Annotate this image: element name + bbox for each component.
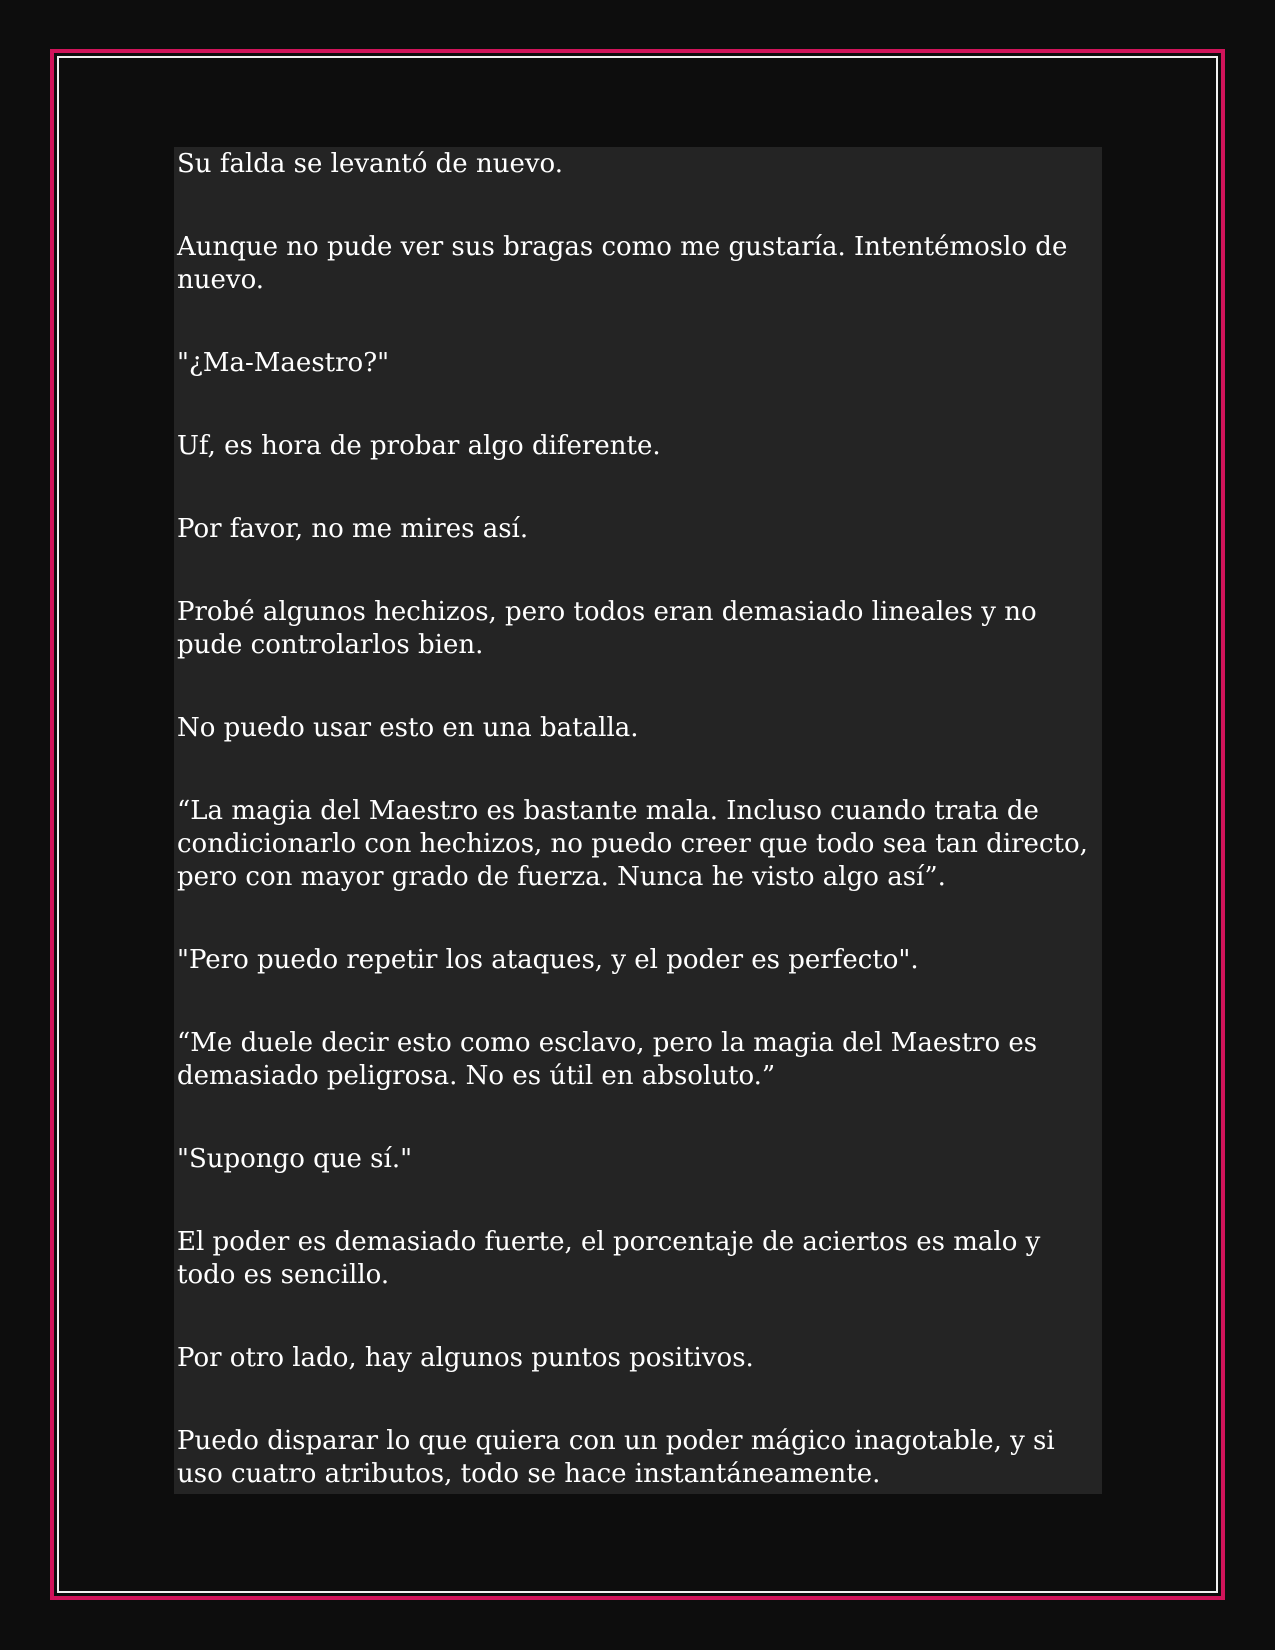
paragraph: “Me duele decir esto como esclavo, pero la magia del Maestro es demasiado peligrosa. No es útil en absoluto.” bbox=[177, 1028, 1038, 1091]
paragraph: Puedo disparar lo que quiera con un poder mágico inagotable, y si uso cuatro atributos, todo se hace instantáneamente. bbox=[177, 1426, 1055, 1489]
text-page bbox=[174, 147, 1102, 1494]
paragraph: Su falda se levantó de nuevo. bbox=[177, 149, 563, 179]
paragraph: Probé algunos hechizos, pero todos eran demasiado lineales y no pude controlarlos bien. bbox=[177, 597, 1037, 660]
paragraph: "Pero puedo repetir los ataques, y el poder es perfecto". bbox=[177, 945, 919, 975]
paragraph: Uf, es hora de probar algo diferente. bbox=[177, 431, 661, 461]
paragraph: El poder es demasiado fuerte, el porcentaje de aciertos es malo y todo es sencillo. bbox=[177, 1227, 1041, 1290]
paragraph: "¿Ma-Maestro?" bbox=[177, 348, 390, 378]
paragraph: Por otro lado, hay algunos puntos positivos. bbox=[177, 1343, 754, 1373]
paragraph: Aunque no pude ver sus bragas como me gustaría. Intentémoslo de nuevo. bbox=[177, 232, 1068, 295]
paragraph: No puedo usar esto en una batalla. bbox=[177, 713, 639, 743]
paragraph: "Supongo que sí." bbox=[177, 1144, 413, 1174]
paragraph: “La magia del Maestro es bastante mala. Incluso cuando trata de condicionarlo con hechizos, no puedo creer que todo sea tan directo, pero con mayor grado de fuerza. Nunca he visto algo así”. bbox=[177, 796, 1088, 892]
paragraph: Por favor, no me mires así. bbox=[177, 514, 529, 544]
